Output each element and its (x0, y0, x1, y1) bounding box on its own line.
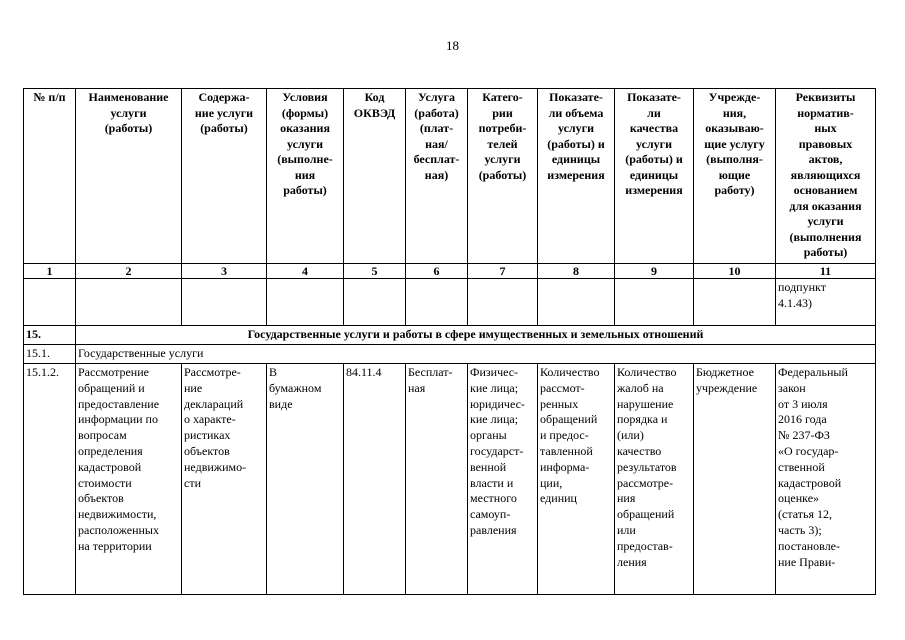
service-name: Рассмотрение обращений и предоставление информации по вопросам определения кадастровой стоимости объектов недвижимости, расположенных на территории (76, 364, 182, 595)
column-number: 1 (24, 264, 76, 279)
paid-status: Бесплат- ная (406, 364, 468, 595)
service-conditions: В бумажном виде (267, 364, 344, 595)
header-volume: Показате- ли объема услуги (работы) и единицы измерения (538, 89, 615, 264)
volume-indicators: Количество рассмот- ренных обращений и предос- тавленной информа- ции, единиц (538, 364, 615, 595)
header-paid: Услуга (работа) (плат- ная/ бесплат- ная) (406, 89, 468, 264)
column-number: 6 (406, 264, 468, 279)
column-number: 9 (615, 264, 694, 279)
empty-cell (468, 279, 538, 326)
column-number: 8 (538, 264, 615, 279)
section-number: 15. (24, 326, 76, 345)
column-number-row (24, 264, 876, 279)
quality-indicators: Количество жалоб на нарушение порядка и (или) качество результатов рассмотре- ния обращений или предостав- ления (615, 364, 694, 595)
column-number: 7 (468, 264, 538, 279)
section-row (24, 326, 876, 345)
service-content: Рассмотре- ние деклараций о характе- ристиках объектов недвижимо- сти (182, 364, 267, 595)
column-number: 11 (776, 264, 876, 279)
empty-cell (694, 279, 776, 326)
empty-cell (344, 279, 406, 326)
empty-cell (615, 279, 694, 326)
subsection-number: 15.1. (24, 345, 76, 364)
empty-cell (406, 279, 468, 326)
continuation-legal-text: подпункт 4.1.43) (776, 279, 876, 326)
empty-cell (267, 279, 344, 326)
empty-cell (76, 279, 182, 326)
column-number: 2 (76, 264, 182, 279)
consumer-categories: Физичес- кие лица; юридичес- кие лица; органы государст- венной власти и местного самоуп- равления (468, 364, 538, 595)
continuation-row (24, 279, 876, 326)
okved-code: 84.11.4 (344, 364, 406, 595)
column-number: 10 (694, 264, 776, 279)
page-number: 18 (446, 38, 459, 53)
row-number: 15.1.2. (24, 364, 76, 595)
header-service-content: Содержа- ние услуги (работы) (182, 89, 267, 264)
section-title: Государственные услуги и работы в сфере имущественных и земельных отношений (76, 326, 876, 345)
column-number: 3 (182, 264, 267, 279)
header-conditions: Условия (формы) оказания услуги (выполне- ния работы) (267, 89, 344, 264)
empty-cell (538, 279, 615, 326)
header-consumers: Катего- рии потреби- телей услуги (работы) (468, 89, 538, 264)
header-okved: Код ОКВЭД (344, 89, 406, 264)
header-number: № п/п (24, 89, 76, 264)
subsection-row (24, 345, 876, 364)
legal-acts: Федеральный закон от 3 июля 2016 года № 237-ФЗ «О государ- ственной кадастровой оценке» (статья 12, часть 3); постановле- ние Прави- (776, 364, 876, 595)
header-quality: Показате- ли качества услуги (работы) и единицы измерения (615, 89, 694, 264)
header-service-name: Наименование услуги (работы) (76, 89, 182, 264)
subsection-title: Государственные услуги (76, 345, 876, 364)
header-row (24, 89, 876, 264)
services-table (23, 88, 876, 595)
empty-cell (182, 279, 267, 326)
column-number: 5 (344, 264, 406, 279)
empty-cell (24, 279, 76, 326)
table-row (24, 364, 876, 595)
header-institution: Учрежде- ния, оказываю- щие услугу (выполня- ющие работу) (694, 89, 776, 264)
header-legal-acts: Реквизиты норматив- ных правовых актов, являющихся основанием для оказания услуги (выполнения работы) (776, 89, 876, 264)
institution: Бюджетное учреждение (694, 364, 776, 595)
column-number: 4 (267, 264, 344, 279)
